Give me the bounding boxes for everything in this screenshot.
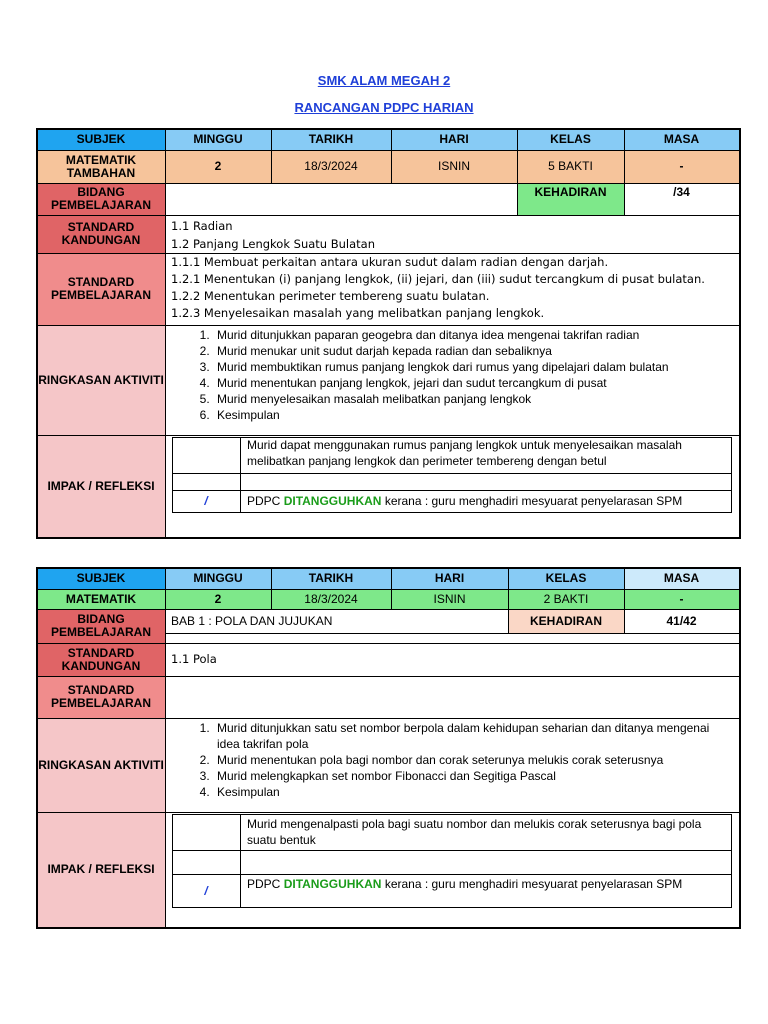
- week-value: 2: [165, 589, 271, 609]
- label-bidang: BIDANG PEMBELAJARAN: [37, 609, 165, 643]
- sk-item: 1.2 Panjang Lengkok Suatu Bulatan: [171, 236, 376, 251]
- time-value: -: [624, 150, 739, 183]
- sp-item: 1.2.3 Menyelesaikan masalah yang melibatkan panjang lengkok.: [171, 306, 545, 320]
- status-word: DITANGGUHKAN: [283, 494, 382, 508]
- activity-item: 5. Murid menyelesaikan masalah melibatkan panjang lengkok: [213, 391, 669, 407]
- header-minggu: MINGGU: [165, 129, 271, 150]
- activity-item: 1. Murid ditunjukkan satu set nombor berpola dalam kehidupan seharian dan ditanya mengenai idea takrifan pola: [213, 720, 733, 752]
- header-hari: HARI: [391, 129, 517, 150]
- status-reason: kerana : guru menghadiri mesyuarat penyelarasan SPM: [384, 877, 683, 891]
- subject-value: MATEMATIK TAMBAHAN: [37, 150, 165, 183]
- label-standard-kandungan: STANDARD KANDUNGAN: [37, 643, 165, 676]
- status-reason: kerana : guru menghadiri mesyuarat penyelarasan SPM: [384, 494, 683, 508]
- attendance-value: 41/42: [666, 613, 697, 628]
- label-ringkasan-aktiviti: RINGKASAN AKTIVITI: [37, 325, 165, 435]
- sp-item: 1.2.2 Menentukan perimeter tembereng suatu bulatan.: [171, 289, 490, 303]
- status-mark: /: [204, 494, 208, 508]
- header-hari: HARI: [391, 568, 508, 589]
- sp-item: 1.1.1 Membuat perkaitan antara ukuran sudut dalam radian dengan darjah.: [171, 255, 609, 269]
- activity-item: 4. Murid menentukan panjang lengkok, jejari dan sudut tercangkum di pusat: [213, 375, 669, 391]
- header-subjek: SUBJEK: [37, 129, 165, 150]
- header-kelas: KELAS: [508, 568, 624, 589]
- status-prefix: PDPC: [247, 877, 281, 891]
- header-subjek: SUBJEK: [37, 568, 165, 589]
- sp-item: 1.2.1 Menentukan (i) panjang lengkok, (ii) jejari, dan (iii) sudut tercangkum di pusat bulatan.: [171, 272, 705, 286]
- date-value: 18/3/2024: [271, 589, 391, 609]
- header-masa: MASA: [624, 568, 739, 589]
- bidang-value: BAB 1 : POLA DAN JUJUKAN: [171, 613, 333, 628]
- school-name: SMK ALAM MEGAH 2: [317, 73, 451, 88]
- header-masa: MASA: [624, 129, 739, 150]
- status-word: DITANGGUHKAN: [283, 877, 382, 891]
- label-bidang: BIDANG PEMBELAJARAN: [37, 183, 165, 215]
- activity-item: 1. Murid ditunjukkan paparan geogebra dan ditanya idea mengenai takrifan radian: [213, 327, 669, 343]
- label-standard-pembelajaran: STANDARD PEMBELAJARAN: [37, 676, 165, 718]
- subject-value: MATEMATIK: [37, 589, 165, 609]
- time-value: -: [624, 589, 739, 609]
- class-value: 5 BAKTI: [517, 150, 624, 183]
- label-impak-refleksi: IMPAK / REFLEKSI: [37, 812, 165, 927]
- activity-item: 3. Murid melengkapkan set nombor Fibonacci dan Segitiga Pascal: [213, 768, 733, 784]
- activity-item: 4. Kesimpulan: [213, 784, 733, 800]
- week-value: 2: [165, 150, 271, 183]
- class-value: 2 BAKTI: [508, 589, 624, 609]
- document-title: RANCANGAN PDPC HARIAN: [294, 100, 474, 115]
- date-value: 18/3/2024: [271, 150, 391, 183]
- day-value: ISNIN: [391, 150, 517, 183]
- label-ringkasan-aktiviti: RINGKASAN AKTIVITI: [37, 718, 165, 812]
- status-prefix: PDPC: [247, 494, 281, 508]
- activity-item: 2. Murid menentukan pola bagi nombor dan corak seterunya melukis corak seterusnya: [213, 752, 733, 768]
- activity-item: 3. Murid membuktikan rumus panjang lengkok dari rumus yang dipelajari dalam bulatan: [213, 359, 669, 375]
- day-value: ISNIN: [391, 589, 508, 609]
- attendance-value: /34: [673, 185, 690, 199]
- status-mark: /: [204, 884, 208, 898]
- label-standard-kandungan: STANDARD KANDUNGAN: [37, 215, 165, 253]
- label-impak-refleksi: IMPAK / REFLEKSI: [37, 435, 165, 537]
- header-kelas: KELAS: [517, 129, 624, 150]
- label-kehadiran: KEHADIRAN: [508, 609, 624, 633]
- sk-item: 1.1 Radian: [171, 219, 233, 233]
- impak-text: Murid dapat menggunakan rumus panjang lengkok untuk menyelesaikan masalah melibatkan panjang lengkok dan perimeter tembereng dengan betul: [247, 438, 682, 468]
- label-kehadiran: KEHADIRAN: [517, 183, 624, 215]
- header-tarikh: TARIKH: [271, 129, 391, 150]
- header-minggu: MINGGU: [165, 568, 271, 589]
- label-standard-pembelajaran: STANDARD PEMBELAJARAN: [37, 253, 165, 325]
- header-tarikh: TARIKH: [271, 568, 391, 589]
- activity-item: 6. Kesimpulan: [213, 407, 669, 423]
- impak-text: Murid mengenalpasti pola bagi suatu nombor dan melukis corak seterusnya bagi pola suatu bentuk: [247, 817, 702, 847]
- activity-item: 2. Murid menukar unit sudut darjah kepada radian dan sebaliknya: [213, 343, 669, 359]
- sk-item: 1.1 Pola: [171, 652, 217, 666]
